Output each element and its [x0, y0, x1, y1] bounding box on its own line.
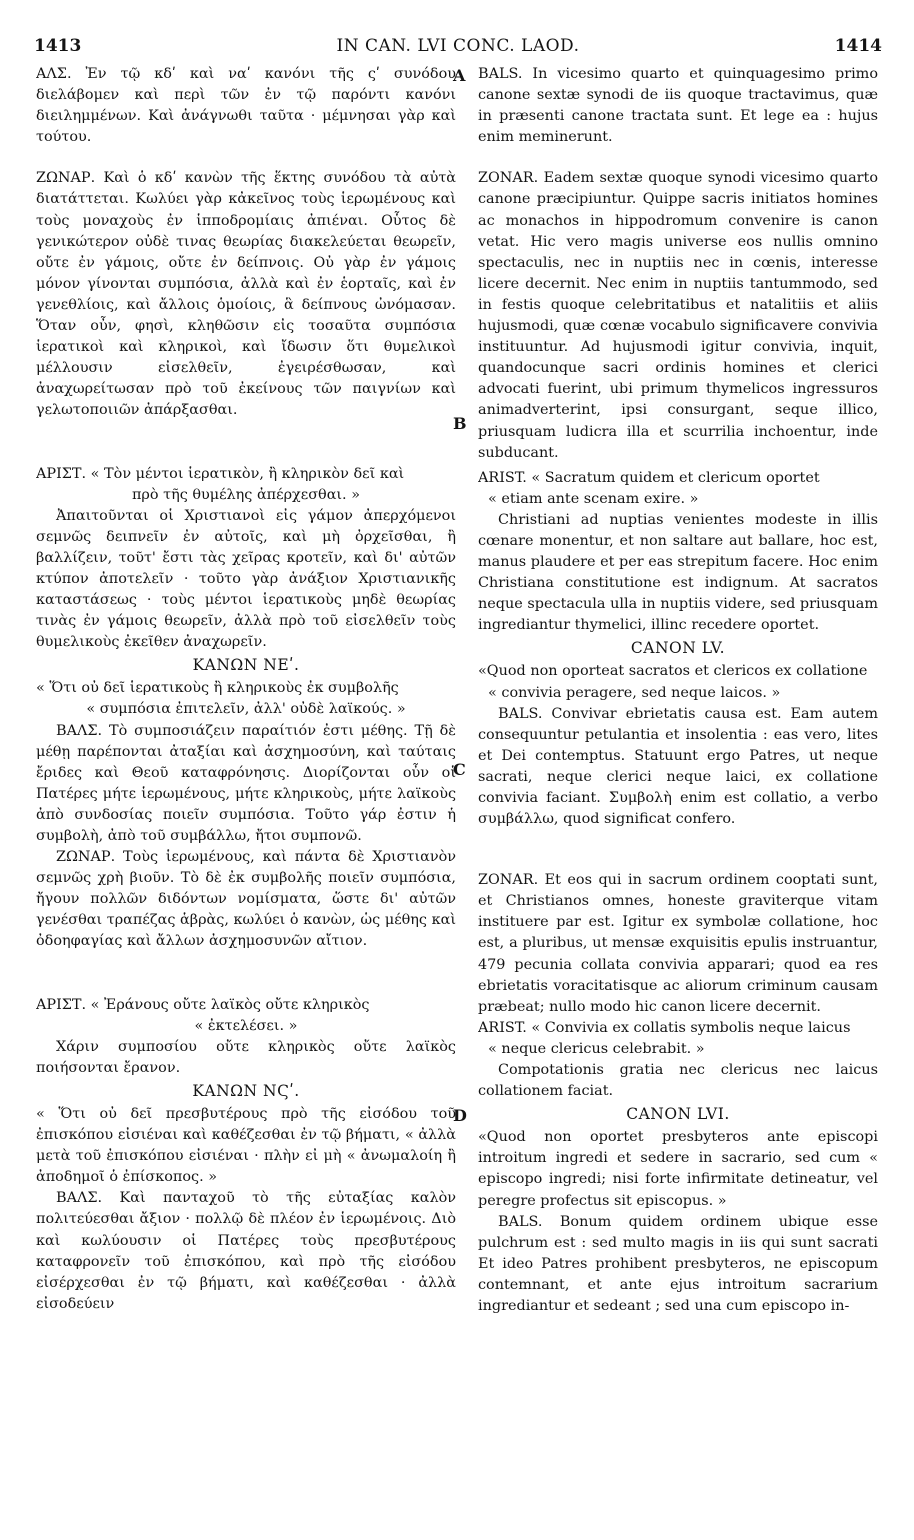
greek-canon-56-text: « Ὅτι οὐ δεῖ πρεσβυτέρους πρὸ τῆς εἰσόδου τοῦ ἐπισκόπου εἰσιέναι καὶ καθέζεσθαι ἐν τῷ βήματι, « ἀλλὰ μετὰ τοῦ ἐπισκόπου εἰσιέναι · πλὴν εἰ μὴ « ἀνωμαλοίη ἢ ἀποδημοῖ ὁ ἐπίσκοπος. » [36, 1105, 456, 1186]
running-header [34, 36, 882, 60]
latin-arist-line-2: « etiam ante scenam exire. » [488, 490, 699, 507]
latin-canon-55-arist-line-1: ARIST. « Convivia ex collatis symbolis neque laicus [478, 1019, 851, 1036]
latin-canon-55-zonar: ZONAR. Et eos qui in sacrum ordinem cooptati sunt, et Christianos omnes, honeste graviterque vitam instituere par est. Igitur ex symbolæ collatione, hoc est, a pluribus, ut mensæ exquisitis epulis instruantur, 479 pecunia collata convivia apparari; quod ea res ebrietatis voracitatisque ac aliorum criminum causam præbeat; nullo modo hic canon licere decernit. [478, 872, 878, 1015]
latin-arist-line-1: ARIST. « Sacratum quidem et clericum oportet [478, 469, 820, 486]
page-number-left: 1413 [34, 36, 82, 56]
latin-canon-56-text: «Quod non oportet presbyteros ante episcopi introitum ingredi et sedere in sacrario, sed cum « episcopo ingredi; nisi forte infirmitate detineatur, vel peregre profectus sit episcopus. » [478, 1129, 878, 1209]
greek-arist-line-2: πρὸ τῆς θυμέλης ἀπέρχεσθαι. » [131, 486, 361, 503]
latin-canon-55-arist-line-2: « neque clericus celebrabit. » [488, 1040, 705, 1057]
greek-arist-line-1: ΑΡΙΣΤ. « Τὸν μέντοι ἱερατικὸν, ἢ κληρικὸν δεῖ καὶ [36, 465, 405, 482]
greek-canon-55-arist-line-1: ΑΡΙΣΤ. « Ἐράνους οὔτε λαϊκὸς οὔτε κληρικὸς [36, 996, 370, 1013]
latin-canon-56-heading: CANON LVI. [626, 1105, 730, 1124]
greek-canon-55-arist-line-2: « ἐκτελέσει. » [194, 1017, 298, 1034]
latin-canon-55-line-2: « convivia peragere, sed neque laicos. » [488, 684, 781, 701]
latin-arist-commentary: Christiani ad nuptias venientes modeste in illis cœnare monentur, et non saltare aut ballare, hoc est, manus plaudere et per eas strepitum facere. Hoc enim Christiana constitutione est indignum. At sacratos neque spectacula ulla in nuptiis videre, sed priusquam ingrediantur thymelici, illinc recedere oportet. [478, 511, 878, 634]
greek-canon-55-arist-commentary: Χάριν συμποσίου οὔτε κληρικὸς οὔτε λαϊκὸς ποιήσονται ἔρανον. [36, 1038, 456, 1076]
latin-canon-55-line-1: «Quod non oporteat sacratos et clericos ex collatione [478, 663, 868, 680]
greek-canon-55-zonar: ΖΩΝΑΡ. Τοὺς ἱερωμένους, καὶ πάντα δὲ Χριστιανὸν σεμνῶς χρὴ βιοῦν. Τὸ δὲ ἐκ συμβολῆς ποιεῖν συμπόσια, ἤγουν πολλῶν διδόντων νομίσματα, ὥστε δι' αὐτῶν γενέσθαι τραπέζας ἁβρὰς, κωλύει ὁ κανὼν, ὡς μέθης καὶ ὀδοηφαγίας καὶ ἄλλων ἀσχημοσυνῶν αἴτιον. [36, 849, 456, 950]
greek-column [36, 64, 456, 1510]
greek-arist-commentary: Ἀπαιτοῦνται οἱ Χριστιανοὶ εἰς γάμον ἀπερχόμενοι σεμνῶς δειπνεῖν ἐν αὐτοῖς, καὶ μὴ ὀρχεῖσθαι, ἢ βαλλίζειν, τοῦτ' ἔστι τὰς χεῖρας κροτεῖν, καὶ δι' αὐτῶν κτύπον ἀποτελεῖν · τοῦτο γὰρ ἀνάξιον Χριστιανικῆς καταστάσεως · τοὺς μέντοι ἱερατικοὺς μηδὲ θεωρίας τινὰς ἐν γάμοις θεωρεῖν, ἀλλὰ πρὸ τοῦ εἰσελθεῖν τοὺς θυμελικοὺς ἐκεῖθεν ἀναχωρεῖν. [36, 507, 456, 651]
latin-canon-56-bals: BALS. Bonum quidem ordinem ubique esse pulchrum est : sed multo magis in iis qui sunt sacrati Et ideo Patres prohibent presbyteros, ne episcopum contemnant, et ante ejus introitum sacrarium ingrediantur et sedeant ; sed una cum episcopo in- [478, 1213, 878, 1314]
page-number-right: 1414 [834, 36, 882, 56]
greek-canon-56-heading: ΚΑΝΩΝ ΝϚʹ. [192, 1081, 300, 1100]
latin-canon-55-arist-commentary: Compotationis gratia nec clericus nec laicus collationem faciat. [478, 1062, 878, 1100]
greek-canon-55-bals: ΒΑΛΣ. Τὸ συμποσιάζειν παραίτιόν ἐστι μέθης. Τῇ δὲ μέθῃ παρέπονται ἀταξίαι καὶ ἀσχημοσύνη, καὶ ταύταις ἔριδες καὶ Θεοῦ καταφρόνησις. Διορίζονται οὖν οἱ Πατέρες μήτε ἱερωμένους, μήτε κληρικοὺς, μήτε λαϊκοὺς ἀπὸ συνδοσίας ποιεῖν συμπόσια. Τοῦτο γάρ ἐστιν ἡ συμβολὴ, ἀπὸ τοῦ συμβάλλω, ἤτοι συμπονῶ. [36, 722, 456, 844]
margin-marker-b: B [453, 414, 467, 433]
greek-canon-55-heading: ΚΑΝΩΝ ΝΕʹ. [192, 656, 300, 675]
greek-canon-55-line-1: « Ὅτι οὐ δεῖ ἱερατικοὺς ἢ κληρικοὺς ἐκ συμβολῆς [36, 680, 399, 697]
latin-canon-55-heading: CANON LV. [630, 639, 726, 658]
greek-canon-56-bals: ΒΑΛΣ. Καὶ πανταχοῦ τὸ τῆς εὐταξίας καλὸν πολιτεύεσθαι ἄξιον · πολλῷ δὲ πλέον ἐν ἱερωμένοις. Διὸ καὶ κωλύουσιν οἱ Πατέρες τοὺς πρεσβυτέρους καταφρονεῖν τοῦ ἐπισκόπου, καὶ πρὸ τῆς εἰσόδου εἰσέρχεσθαι ἐν τῷ βήματι, καὶ καθέζεσθαι · ἀλλὰ εἰσοδεύειν [36, 1190, 456, 1312]
greek-canon-55-line-2: « συμπόσια ἐπιτελεῖν, ἀλλ' οὐδὲ λαϊκούς. » [86, 701, 406, 718]
latin-canon-55-bals: BALS. Convivar ebrietatis causa est. Eam autem consequuntur petulantia et insolentia : eas vero, lites et Dei contemptus. Statuunt ergo Patres, ut neque sacrati, neque clerici neque laici, ex collatione convivia faciant. Συμβολὴ enim est collatio, a verbo συμβάλλω, quod significat confero. [478, 705, 878, 828]
margin-marker-a: A [453, 66, 466, 85]
margin-marker-d: D [453, 1106, 467, 1125]
latin-bals-paragraph: BALS. In vicesimo quarto et quinquagesimo primo canone sextæ synodi de iis quoque tractavimus, quæ in præsenti canone tractata sunt. Et lege ea : hujus enim meminerunt. [478, 66, 878, 146]
latin-column [478, 64, 878, 1510]
greek-bals-paragraph: ΑΛΣ. Ἐν τῷ κδʹ καὶ ναʹ κανόνι τῆς ςʹ συνόδου διελάβομεν καὶ περὶ τῶν ἐν τῷ παρόντι κανόνι διειλημμένων. Καὶ ἀνάγνωθι ταῦτα · μέμνησαι γὰρ καὶ τούτου. [36, 66, 456, 146]
margin-marker-c: C [453, 760, 466, 779]
running-title: IN CAN. LVI CONC. LAOD. [336, 36, 580, 56]
greek-zonar-paragraph: ΖΩΝΑΡ. Καὶ ὁ κδʹ κανὼν τῆς ἕκτης συνόδου τὰ αὐτὰ διατάττεται. Κωλύει γὰρ κἀκεῖνος τοὺς ἱερωμένους καὶ τοὺς μοναχοὺς ἐν ἱπποδρομίαις ἀπιέναι. Οὗτος δὲ γενικώτερον οὐδὲ τινας θεωρίας διακελεύεται θεωρεῖν, οὔτε ἐν γάμοις, οὔτε ἐν δείπνοις. Οὐ γὰρ ἐν γάμοις μόνον γίνονται συμπόσια, ἀλλὰ καὶ ἐν ἑορταῖς, καὶ ἐν γενεθλίοις, καὶ ἄλλοις ὁμοίοις, ἃ δείπνους ὠνόμασαν. Ὅταν οὖν, φησὶ, κληθῶσιν εἰς τοσαῦτα συμπόσια ἱερατικοὶ καὶ κληρικοὶ, καὶ ἴδωσιν ὅτι θυμελικοὶ μέλλουσιν εἰσελθεῖν, ἐγειρέσθωσαν, καὶ ἀναχωρείτωσαν πρὸ τοῦ ἐκείνους τῶν παιγνίων καὶ γελωτοποιιῶν ἀπάρξασθαι. [36, 170, 456, 419]
latin-zonar-paragraph: ZONAR. Eadem sextæ quoque synodi vicesimo quarto canone præcipiuntur. Quippe sacris initiatos homines ac monachos in hippodromum convenire is canon vetat. Hic vero magis universe eos nullis omnino spectaculis, nec in nuptiis nec in cœnis, interesse licere decernit. Nec enim in nuptiis tantummodo, sed in festis quoque celebritatibus et natalitiis et aliis hujusmodi, quæ cœnæ vocabulo significavere convivia instituuntur. Ad hujusmodi igitur convivia, inquit, quandocunque sacri ordinis homines et clerici advocati fuerint, ubi primum thymelicos ingressuros animadverterint, ipsi consurgant, seque illico, priusquam ludicra illa et scurrilia inchoentur, inde subducant. [478, 170, 878, 461]
